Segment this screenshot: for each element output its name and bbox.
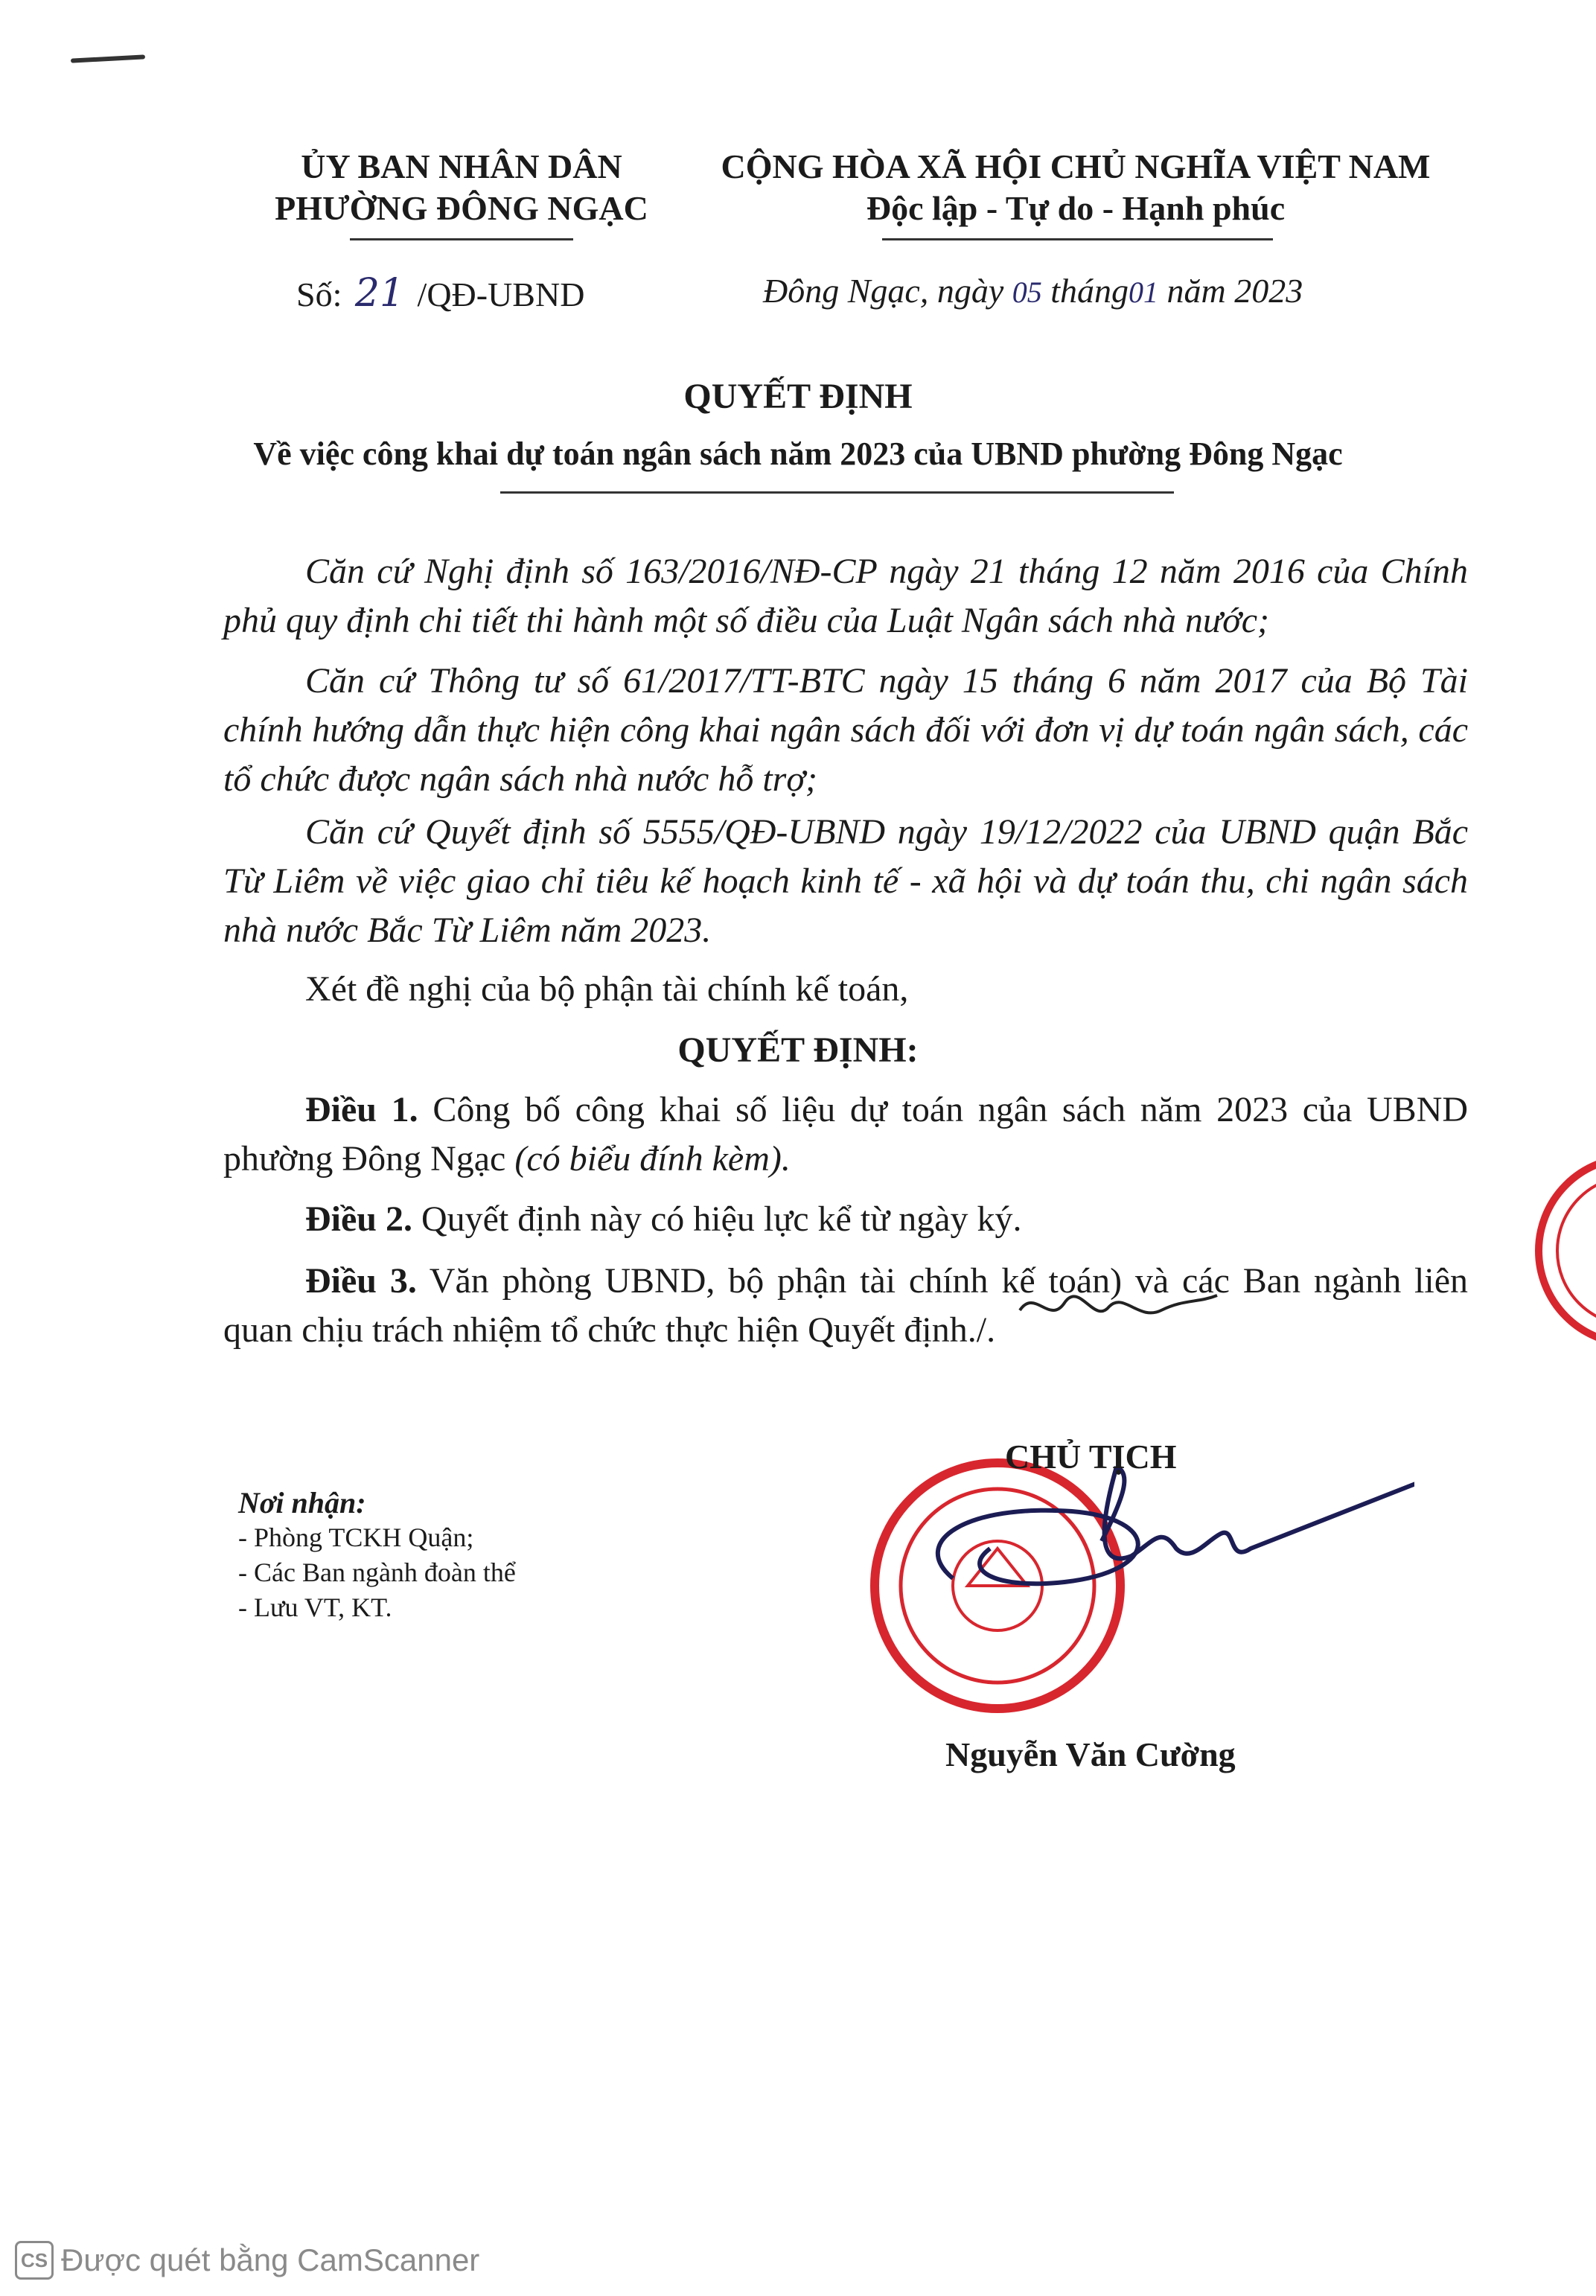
chairman-signature: [878, 1452, 1414, 1630]
date-day: 05: [1012, 275, 1042, 309]
recipient-item: - Các Ban ngành đoàn thể: [238, 1557, 516, 1587]
scan-mark: [71, 54, 145, 63]
article-2-label: Điều 2.: [305, 1199, 412, 1239]
preamble-4: Xét đề nghị của bộ phận tài chính kế toán,: [305, 969, 909, 1009]
recipient-item: - Phòng TCKH Quận;: [238, 1522, 474, 1552]
preamble-3: Căn cứ Quyết định số 5555/QĐ-UBND ngày 19/12/2022 của UBND quận Bắc Từ Liêm về việc giao chỉ tiêu kế hoạch kinh tế - xã hội và dự toán thu, chi ngân sách nhà nước Bắc Từ Liêm năm 2023.: [223, 812, 1468, 950]
signer-title: CHỦ TỊCH: [1005, 1438, 1177, 1476]
document-number: [296, 271, 584, 316]
article-2: [223, 1195, 1468, 1244]
document-date: [763, 271, 1303, 310]
issuing-authority: [246, 146, 677, 229]
date-month-label: tháng: [1050, 272, 1129, 310]
document-title: QUYẾT ĐỊNH: [683, 377, 913, 416]
article-1-text: Công bố công khai số liệu dự toán ngân sách năm 2023 của UBND phường Đông Ngạc: [223, 1090, 1469, 1179]
document-subject: Về việc công khai dự toán ngân sách năm 2023 của UBND phường Đông Ngạc: [253, 436, 1343, 472]
article-2-text: Quyết định này có hiệu lực kể từ ngày ký.: [421, 1199, 1022, 1239]
date-year: năm 2023: [1166, 272, 1303, 310]
partial-stamp: [1528, 1147, 1596, 1355]
article-1-label: Điều 1.: [305, 1090, 418, 1129]
signer-name: Nguyễn Văn Cường: [945, 1735, 1236, 1773]
national-title: [692, 146, 1459, 229]
subject-underline: [500, 491, 1174, 494]
motto-underline: [882, 238, 1273, 240]
national-line1: CỘNG HÒA XÃ HỘI CHỦ NGHĨA VIỆT NAM: [721, 147, 1431, 185]
camscanner-watermark: [15, 2241, 479, 2280]
recipient-item: - Lưu VT, KT.: [238, 1592, 392, 1622]
initial-signature: [1012, 1281, 1221, 1340]
recipients-label: Nơi nhận:: [238, 1486, 366, 1519]
number-prefix: Số:: [296, 275, 342, 313]
recipients-block: [238, 1485, 516, 1625]
article-3: [223, 1257, 1468, 1355]
number-suffix: /QĐ-UBND: [417, 275, 585, 313]
authority-line2: PHƯỜNG ĐÔNG NGẠC: [275, 189, 648, 227]
national-motto: Độc lập - Tự do - Hạnh phúc: [866, 189, 1286, 227]
article-1-note: (có biểu đính kèm).: [514, 1139, 791, 1179]
watermark-text: Được quét bằng CamScanner: [61, 2242, 480, 2277]
preamble-1: Căn cứ Nghị định số 163/2016/NĐ-CP ngày 21 tháng 12 năm 2016 của Chính phủ quy định chi tiết thi hành một số điều của Luật Ngân sách nhà nước;: [223, 552, 1468, 640]
preamble-2: Căn cứ Thông tư số 61/2017/TT-BTC ngày 15 tháng 6 năm 2017 của Bộ Tài chính hướng dẫn thực hiện công khai ngân sách đối với đơn vị dự toán ngân sách, các tổ chức được ngân sách nhà nước hỗ trợ;: [223, 661, 1468, 799]
decision-heading: QUYẾT ĐỊNH:: [677, 1030, 919, 1070]
article-3-text: Văn phòng UBND, bộ phận tài chính kế toán) và các Ban ngành liên quan chịu trách nhiệm tổ chức thực hiện Quyết định./.: [223, 1261, 1469, 1350]
camscanner-logo-icon: CS: [15, 2241, 54, 2280]
article-1: [223, 1085, 1468, 1184]
date-prefix: Đông Ngạc, ngày: [763, 272, 1004, 310]
number-handwritten: 21: [354, 271, 405, 316]
authority-line1: ỦY BAN NHÂN DÂN: [301, 147, 622, 185]
article-3-label: Điều 3.: [305, 1261, 417, 1301]
authority-underline: [350, 238, 573, 240]
date-month: 01: [1129, 275, 1159, 309]
